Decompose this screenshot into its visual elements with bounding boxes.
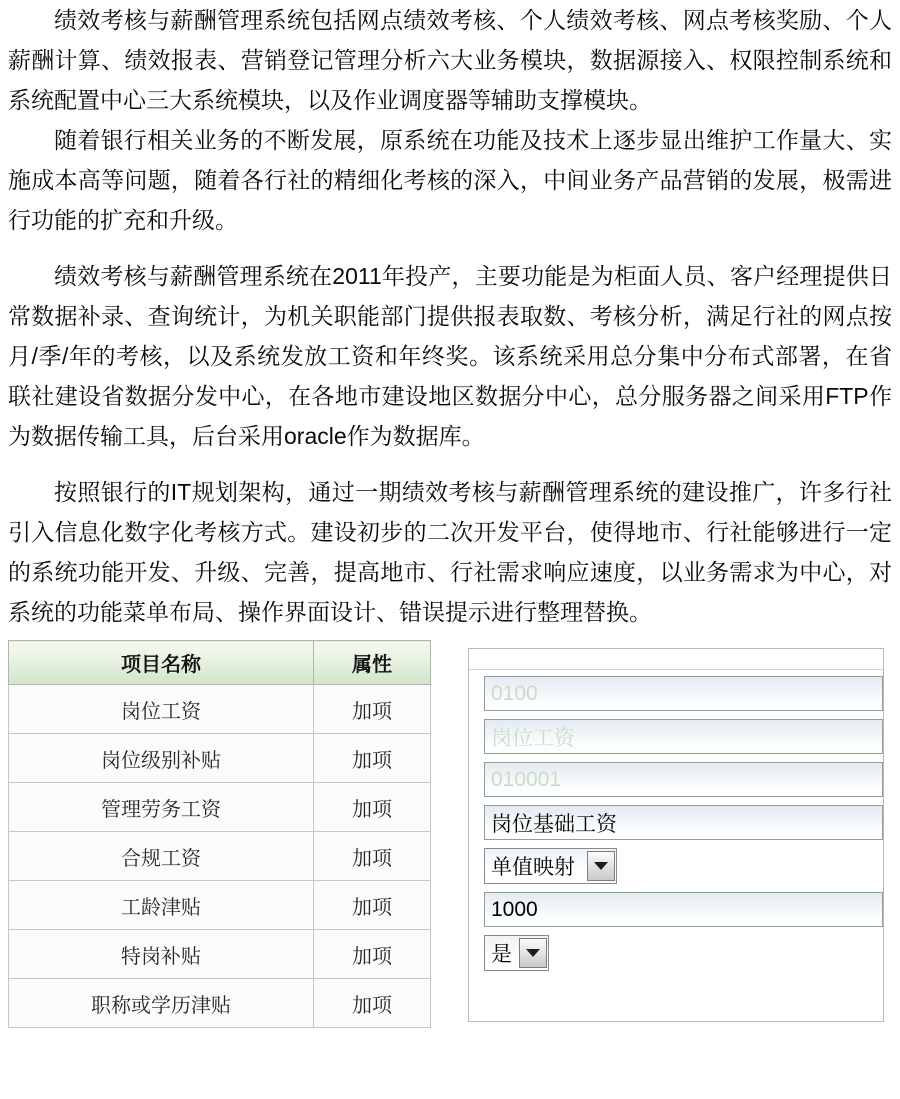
salary-items-table [8,640,431,1028]
attribute-cell: 加项 [314,734,431,783]
item-name-cell: 特岗补贴 [9,930,314,979]
enabled-flag-value: 是 [491,943,512,966]
attribute-cell: 加项 [314,979,431,1028]
paragraph-system-history: 绩效考核与薪酬管理系统在2011年投产，主要功能是为柜面人员、客户经理提供日常数据补录、查询统计，为机关职能部门提供报表取数、考核分析，满足行社的网点按月/季/年的考核，以及系统发放工资和年终奖。该系统采用总分集中分布式部署，在省联社建设省数据分发中心，在各地市建设地区数据分中心，总分服务器之间采用FTP作为数据传输工具，后台采用oracle作为数据库。 [8,263,892,449]
attribute-cell: 加项 [314,783,431,832]
table-row [9,734,431,783]
chevron-down-icon [594,862,608,870]
column-header-project-name: 项目名称 [9,641,314,685]
table-row [9,783,431,832]
mapping-type-value: 单值映射 [491,856,575,879]
attribute-cell: 加项 [314,685,431,734]
chevron-down-icon [526,949,540,957]
item-name-cell: 职称或学历津贴 [9,979,314,1028]
attribute-cell: 加项 [314,930,431,979]
mapping-type-dropdown-button[interactable] [587,851,615,881]
table-row [9,979,431,1028]
paragraph-upgrade-need: 随着银行相关业务的不断发展，原系统在功能及技术上逐步显出维护工作量大、实施成本高等问题，随着各行社的精细化考核的深入，中间业务产品营销的发展，极需进行功能的扩充和升级。 [8,127,892,233]
panel-separator [469,669,883,670]
item-name-input [484,719,883,754]
item-code-input [484,676,883,711]
enabled-flag-select[interactable] [484,935,549,971]
enabled-flag-dropdown-button[interactable] [519,938,547,968]
panel-fields [484,676,883,979]
document-text [8,0,892,632]
attribute-cell: 加项 [314,832,431,881]
item-detail-panel [468,648,884,1022]
table-row [9,881,431,930]
table-row [9,930,431,979]
paragraph-it-plan: 按照银行的IT规划架构，通过一期绩效考核与薪酬管理系统的建设推广，许多行社引入信息化数字化考核方式。建设初步的二次开发平台，使得地市、行社能够进行一定的系统功能开发、升级、完善，提高地市、行社需求响应速度，以业务需求为中心，对系统的功能菜单布局、操作界面设计、错误提示进行整理替换。 [8,479,892,625]
table-row [9,685,431,734]
table-header-row [9,641,431,685]
item-name-cell: 工龄津贴 [9,881,314,930]
attribute-cell: 加项 [314,881,431,930]
amount-input[interactable] [484,892,883,927]
mapping-type-select[interactable] [484,848,617,884]
paragraph-modules: 绩效考核与薪酬管理系统包括网点绩效考核、个人绩效考核、网点考核奖励、个人薪酬计算、绩效报表、营销登记管理分析六大业务模块，数据源接入、权限控制系统和系统配置中心三大系统模块，以及作业调度器等辅助支撑模块。 [8,7,892,113]
sub-item-code-input [484,762,883,797]
item-name-cell: 岗位工资 [9,685,314,734]
column-header-attribute: 属性 [314,641,431,685]
item-name-cell: 岗位级别补贴 [9,734,314,783]
table-row [9,832,431,881]
sub-item-name-input[interactable] [484,805,883,840]
item-name-cell: 管理劳务工资 [9,783,314,832]
item-name-cell: 合规工资 [9,832,314,881]
